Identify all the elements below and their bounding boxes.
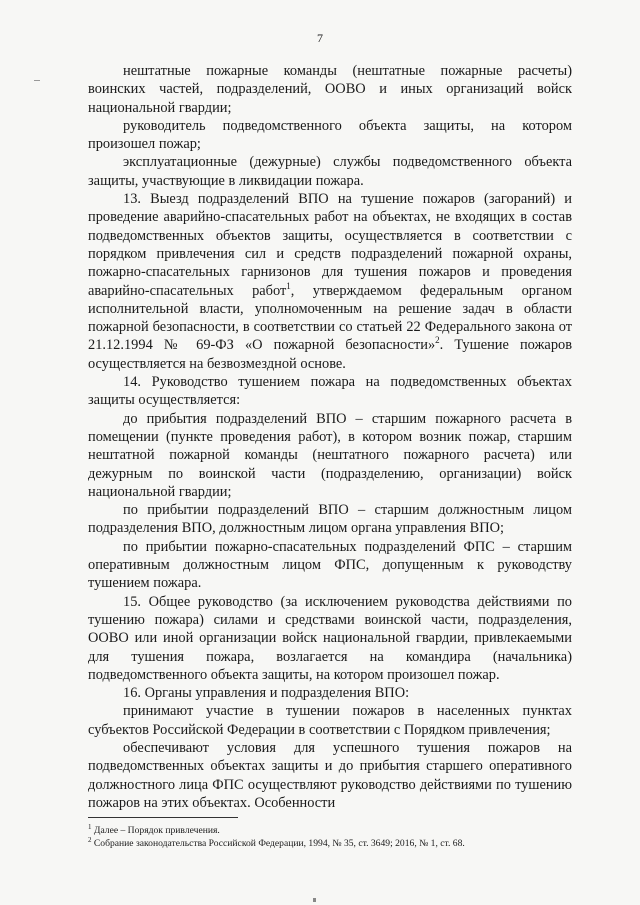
paragraph: принимают участие в тушении пожаров в населенных пунктах субъектов Российской Федерации в соответствии с Порядком привлечения; (88, 703, 572, 738)
footnote-1 (88, 824, 572, 837)
footnote-1-mark: 1 (88, 822, 92, 831)
footnote-1-text: Далее – Порядок привлечения. (91, 825, 220, 836)
paragraph-13-text: 13. Выезд подразделений ВПО на тушение пожаров (загораний) и проведение аварийно-спасательных работ на объектах, не входящих в состав подведомственных объектов защиты, осуществляется в соответствии с порядком привлечения сил и средств подразделений пожарной охраны, пожарно-спасательных гарнизонов для тушения пожаров и проведения аварийно-спасательных работ (88, 191, 572, 299)
scan-artifact (34, 80, 40, 81)
scan-artifact (313, 898, 316, 902)
paragraph: нештатные пожарные команды (нештатные пожарные расчеты) воинских частей, подразделений, ООВО и иных организаций войск национальной гвардии; (88, 63, 572, 116)
footnote-2-text: Собрание законодательства Российской Федерации, 1994, № 35, ст. 3649; 2016, № 1, ст. 68. (91, 838, 465, 849)
paragraph: обеспечивают условия для успешного тушения пожаров на подведомственных объектах защиты и до прибытия старшего оперативного должностного лица ФПС осуществляют руководство действиями по тушению пожаров на этих объектах. Особенности (88, 739, 572, 811)
paragraph-13-tail: . Тушение пожаров осуществляется на безвозмездной основе. (88, 337, 573, 372)
footnote-2 (88, 837, 572, 850)
paragraph: по прибытии подразделений ВПО – старшим должностным лицом подразделения ВПО, должностным лицом органа управления ВПО; (88, 502, 572, 537)
paragraph-13 (88, 190, 572, 373)
paragraph: 14. Руководство тушением пожара на подведомственных объектах защиты осуществляется: (88, 374, 572, 409)
page-number: 7 (317, 31, 323, 45)
footnote-ref-1: 1 (286, 280, 291, 291)
paragraph: до прибытия подразделений ВПО – старшим пожарного расчета в помещении (пункте проведения работ), в котором возник пожар, старшим нештатной пожарной команды (нештатного пожарного расчета) или дежурным по воинской части (подразделению, организации) войск национальной гвардии; (88, 410, 572, 500)
paragraph-13-continued: , утверждаемом федеральным органом исполнительной власти, уполномоченным на решение задач в области пожарной безопасности, в соответствии со статьей 22 Федерального закона от 21.12.1994 № 69-ФЗ «О пожарной безопасности» (88, 282, 572, 354)
paragraph: эксплуатационные (дежурные) службы подведомственного объекта защиты, участвующие в ликвидации пожара. (88, 154, 572, 189)
footnotes (88, 824, 572, 850)
footnote-2-mark: 2 (88, 835, 92, 844)
paragraph: 16. Органы управления и подразделения ВПО: (123, 685, 410, 702)
paragraph: по прибытии пожарно-спасательных подразделений ФПС – старшим оперативным должностным лицом ФПС, допущенным к руководству тушением пожара. (88, 538, 572, 592)
footnote-divider (88, 817, 238, 818)
paragraph: руководитель подведомственного объекта защиты, на котором произошел пожар; (88, 117, 572, 153)
paragraph: 15. Общее руководство (за исключением руководства действиями по тушению пожара) силами и средствами воинской части, подразделения, ООВО или иной организации войск национальной гвардии, привлекаемыми для тушения пожара, возлагается на командира (начальника) подведомственного объекта защиты, на котором произошел пожар. (88, 593, 572, 683)
footnote-ref-2: 2 (435, 335, 440, 346)
body-text (88, 62, 572, 812)
